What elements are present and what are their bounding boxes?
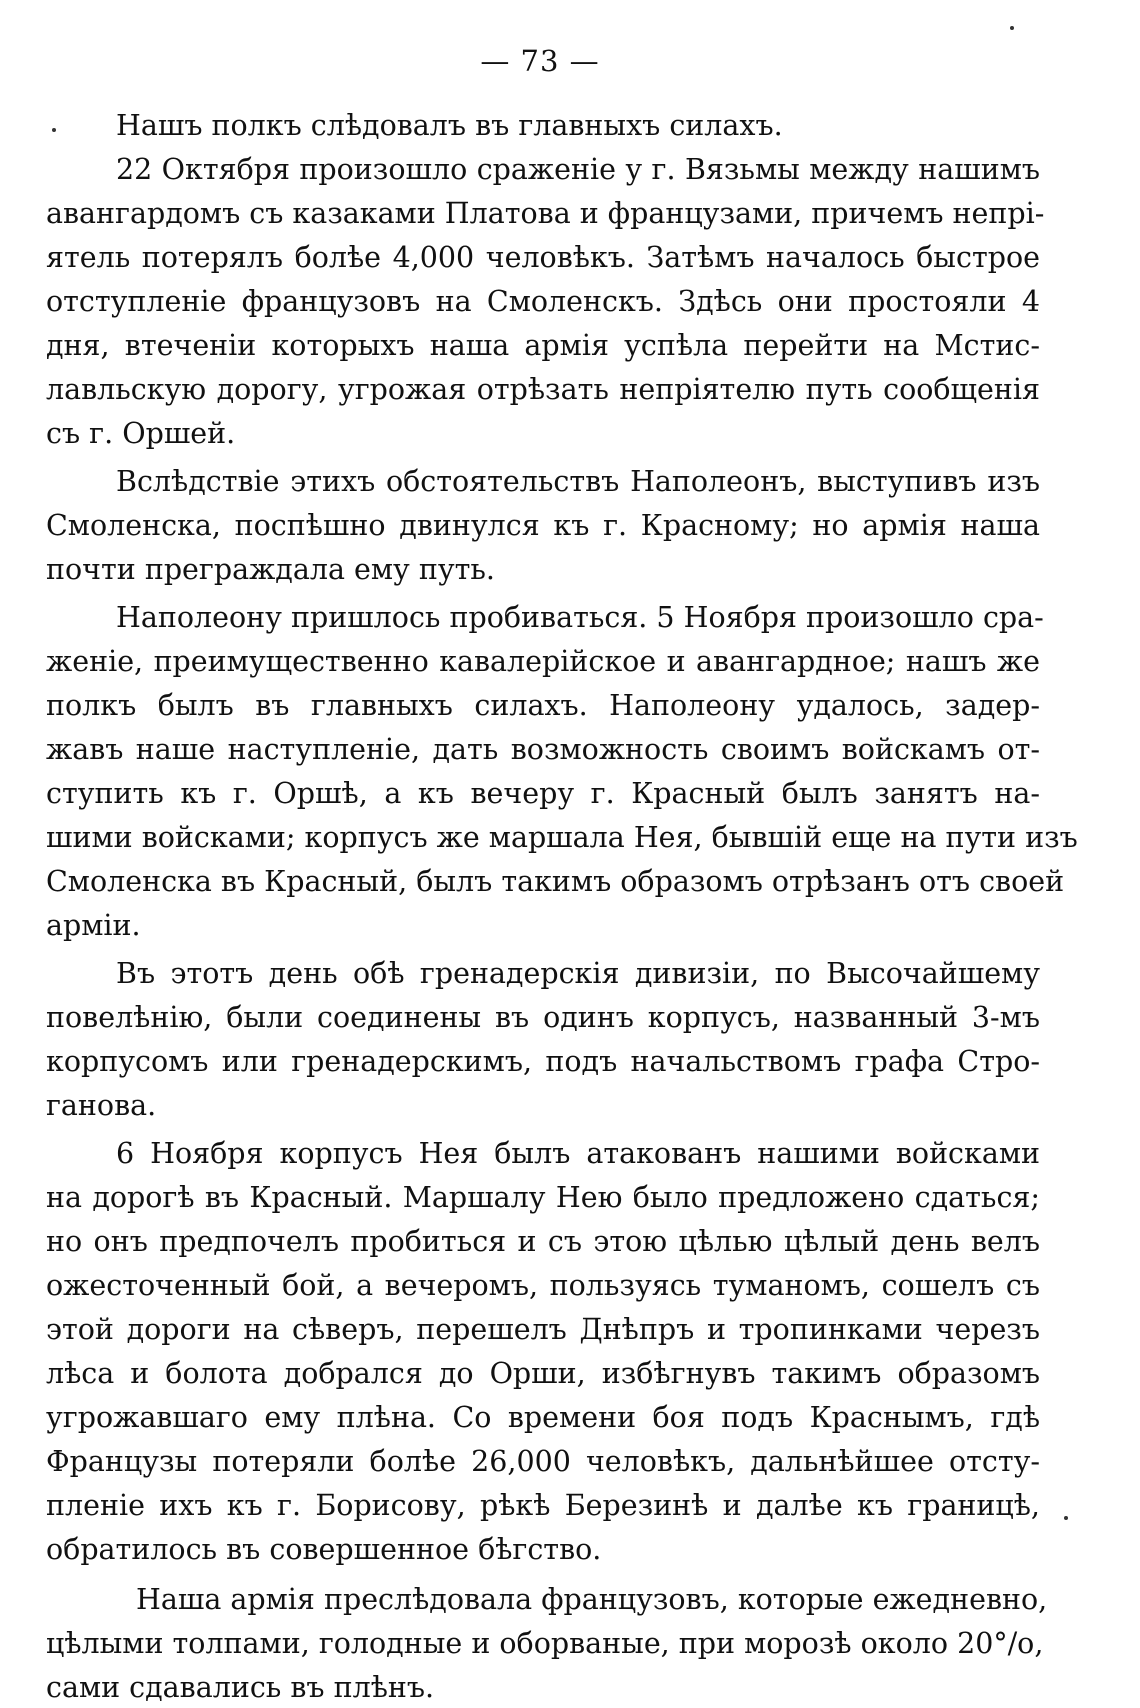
text-line: шими войсками; корпусъ же маршала Нея, бывшій еще на пути изъ	[46, 821, 1078, 854]
text-line: этой дороги на сѣверъ, перешелъ Днѣпръ и тропинками черезъ	[46, 1313, 1040, 1346]
text-line: дня, втеченіи которыхъ наша армія успѣла перейти на Мстис-	[46, 329, 1040, 362]
text-line: на дорогѣ въ Красный. Маршалу Нею было предложено сдаться;	[46, 1181, 1040, 1214]
text-line: женіе, преимущественно кавалерійское и авангардное; нашъ же	[46, 645, 1040, 678]
text-line: Нашъ полкъ слѣдовалъ въ главныхъ силахъ.	[116, 109, 783, 142]
text-line: Французы потеряли болѣе 26,000 человѣкъ, дальнѣйшее отсту-	[46, 1445, 1040, 1478]
text-line: ятель потерялъ болѣе 4,000 человѣкъ. Затѣмъ началось быстрое	[46, 241, 1040, 274]
text-line: полкъ былъ въ главныхъ силахъ. Наполеону удалось, задер-	[46, 689, 1040, 722]
text-line: сами сдавались въ плѣнъ.	[46, 1671, 435, 1704]
page-number: — 73 —	[480, 44, 600, 78]
text-line: Въ этотъ день обѣ гренадерскія дивизіи, по Высочайшему	[116, 957, 1040, 990]
text-line: повелѣнію, были соединены въ одинъ корпусъ, названный 3-мъ	[46, 1001, 1040, 1034]
text-line: Наша армія преслѣдовала французовъ, которые ежедневно,	[136, 1583, 1048, 1616]
text-line: Вслѣдствіе этихъ обстоятельствъ Наполеонъ, выступивъ изъ	[116, 465, 1040, 498]
text-line: отступленіе французовъ на Смоленскъ. Здѣсь они простояли 4	[46, 285, 1040, 318]
scan-speck	[1064, 1516, 1068, 1520]
text-line: ганова.	[46, 1089, 157, 1122]
scan-speck	[52, 128, 56, 132]
text-line: цѣлыми толпами, голодные и оборваные, при морозѣ около 20°/о,	[46, 1627, 1044, 1660]
text-line: авангардомъ съ казаками Платова и французами, причемъ непрі-	[46, 197, 1045, 230]
text-line: Наполеону пришлось пробиваться. 5 Ноября произошло сра-	[116, 601, 1044, 634]
text-line: жавъ наше наступленіе, дать возможность своимъ войскамъ от-	[46, 733, 1040, 766]
text-line: Смоленска въ Красный, былъ такимъ образомъ отрѣзанъ отъ своей	[46, 865, 1065, 898]
text-line: съ г. Оршей.	[46, 417, 236, 450]
text-line: Смоленска, поспѣшно двинулся къ г. Красному; но армія наша	[46, 509, 1040, 542]
text-line: лавльскую дорогу, угрожая отрѣзать непріятелю путь сообщенія	[46, 373, 1040, 406]
text-line: лѣса и болота добрался до Орши, избѣгнувъ такимъ образомъ	[46, 1357, 1040, 1390]
text-line: 22 Октября произошло сраженіе у г. Вязьмы между нашимъ	[116, 153, 1040, 186]
text-line: арміи.	[46, 909, 141, 942]
text-line: пленіе ихъ къ г. Борисову, рѣкѣ Березинѣ и далѣе къ границѣ,	[46, 1489, 1040, 1522]
text-line: ожесточенный бой, а вечеромъ, пользуясь туманомъ, сошелъ съ	[46, 1269, 1040, 1302]
text-line: почти преграждала ему путь.	[46, 553, 495, 586]
scan-speck	[1010, 26, 1014, 30]
text-line: обратилось въ совершенное бѣгство.	[46, 1533, 602, 1566]
text-line: но онъ предпочелъ пробиться и съ этою цѣлью цѣлый день велъ	[46, 1225, 1040, 1258]
text-line: угрожавшаго ему плѣна. Со времени боя подъ Краснымъ, гдѣ	[46, 1401, 1040, 1434]
text-line: ступить къ г. Оршѣ, а къ вечеру г. Красный былъ занятъ на-	[46, 777, 1040, 810]
text-line: 6 Ноября корпусъ Нея былъ атакованъ нашими войсками	[116, 1137, 1040, 1170]
text-line: корпусомъ или гренадерскимъ, подъ начальствомъ графа Стро-	[46, 1045, 1040, 1078]
